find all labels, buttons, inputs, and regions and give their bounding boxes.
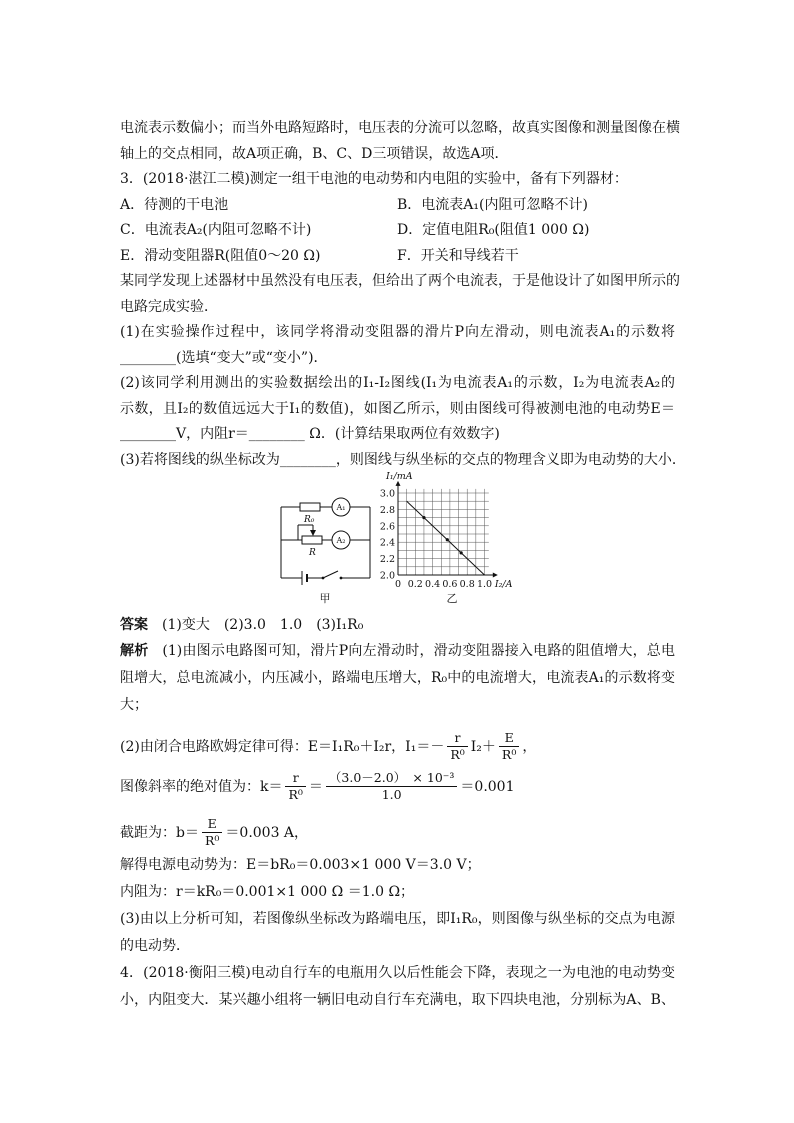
- x-axis-arrow-icon: [493, 573, 498, 578]
- text-line: 解得电源电动势为：E＝bR₀＝0.003×1 000 V＝3.0 V；: [120, 857, 481, 873]
- y-tick-label: 3.0: [379, 488, 395, 500]
- x-tick-label: 0.4: [425, 579, 441, 590]
- text-line: 某同学发现上述器材中虽然没有电压表，但给出了两个电流表，于是他设计了如图甲所示的: [120, 273, 680, 289]
- equation-text: 截距为：b＝: [120, 825, 199, 841]
- graph-caption: 乙: [446, 592, 458, 605]
- data-point: [422, 516, 425, 519]
- x-tick-label: 0.6: [442, 579, 458, 590]
- question-4-stem: 4．(2018·衡阳三模)电动自行车的电瓶用久以后性能会下降，表现之一为电池的电动势变: [120, 965, 675, 981]
- text-line: 大；: [120, 697, 148, 713]
- fraction-denominator: R⁰: [288, 786, 303, 802]
- switch-blade: [323, 571, 338, 578]
- y-tick-label: 2.8: [379, 504, 395, 516]
- option-c: C．电流表A₂(内阻可忽略不计): [120, 222, 312, 238]
- fraction: [499, 730, 519, 763]
- option-f: F．开关和导线若干: [397, 248, 519, 264]
- circuit-caption: 甲: [319, 592, 331, 605]
- text-line: ________V，内阻r＝________ Ω．(计算结果取两位有效数字): [120, 426, 500, 442]
- text-line: 内阻为：r＝kR₀＝0.001×1 000 Ω ＝1.0 Ω；: [120, 884, 415, 900]
- text-line: 的电动势．: [120, 938, 190, 954]
- fraction: [326, 770, 457, 803]
- equation-text: ＝0.003 A，: [225, 825, 309, 841]
- data-point: [460, 551, 463, 554]
- x-axis-label: I₂/A: [494, 579, 513, 590]
- question-3-part-3: (3)若将图线的纵坐标改为________，则图线与纵坐标的交点的物理含义即为电动势的大小．: [120, 452, 686, 468]
- resistor-r0-label: R₀: [304, 515, 315, 525]
- option-row: [120, 195, 675, 215]
- question-3-stem: 3．(2018·湛江二模)测定一组干电池的电动势和内电阻的实验中，备有下列器材：: [120, 171, 628, 187]
- fit-line: [407, 501, 485, 575]
- x-tick-label: 0.2: [407, 579, 423, 590]
- fraction-numerator: E: [499, 730, 519, 747]
- fraction-numerator: E: [202, 816, 222, 833]
- option-d: D．定值电阻R₀(阻值1 000 Ω): [397, 222, 590, 238]
- fraction: [285, 770, 305, 803]
- option-e: E．滑动变阻器R(阻值0～20 Ω): [120, 248, 321, 264]
- analysis-line: [120, 641, 675, 661]
- question-3-part-1: (1)在实验操作过程中，该同学将滑动变阻器的滑片P向左滑动，则电流表A₁的示数将: [120, 324, 675, 340]
- graph-i1-i2: [380, 471, 513, 590]
- fraction-numerator: r: [447, 730, 467, 747]
- answer-label: 答案: [120, 617, 148, 633]
- analysis-label: 解析: [120, 643, 149, 659]
- rheostat-r-label: R: [309, 548, 316, 558]
- option-a: A．待测的干电池: [120, 197, 229, 213]
- y-axis-label: I₁/mA: [386, 470, 413, 482]
- text-line: 轴上的交点相同，故A项正确，B、C、D三项错误，故选A项．: [120, 146, 509, 162]
- y-tick-label: 2.6: [379, 521, 395, 533]
- question-3-part-2: (2)该同学利用测出的实验数据绘出的I₁-I₂图线(I₁为电流表A₁的示数，I₂为电流表A₂的: [120, 375, 675, 391]
- x-tick-label: 0.8: [459, 579, 475, 590]
- figure: [270, 470, 530, 610]
- option-row: [120, 246, 675, 266]
- text-line: (3)由以上分析可知，若图像纵坐标改为路端电压，即I₁R₀，则图像与纵坐标的交点为电源: [120, 911, 675, 927]
- equation-text: I₂＋: [470, 739, 496, 755]
- fraction-numerator: （3.0－2.0） × 10⁻³: [326, 770, 457, 787]
- text-line: 示数，且I₂的数值远远大于I₁的数值)，如图乙所示，则由图线可得被测电池的电动势E＝: [120, 401, 675, 417]
- text-line: 电路完成实验．: [120, 299, 218, 315]
- y-tick-label: 2.0: [379, 570, 395, 582]
- fraction-denominator: 1.0: [381, 786, 402, 802]
- fraction-denominator: R⁰: [501, 746, 517, 762]
- x-tick-label: 0: [394, 579, 402, 590]
- equation-line: [120, 766, 515, 806]
- equation-text: (2)由闭合电路欧姆定律可得：E＝I₁R₀＋I₂r，I₁＝－: [120, 739, 445, 755]
- text-line: ________(选填“变大”或“变小”)．: [120, 350, 328, 366]
- y-tick-label: 2.4: [379, 537, 395, 549]
- resistor-r0: [300, 503, 320, 511]
- text-line: 小，内阻变大．某兴趣小组将一辆旧电动自行车充满电，取下四块电池，分别标为A、B、: [120, 992, 675, 1008]
- ammeter-a2-label: A₂: [336, 536, 346, 545]
- slider-arrow-icon: [310, 530, 316, 536]
- fraction-numerator: r: [285, 770, 305, 787]
- answer-line: [120, 615, 675, 635]
- equation-text: ，: [522, 739, 537, 755]
- fraction-denominator: R⁰: [204, 832, 220, 848]
- fraction: [202, 816, 222, 849]
- equation-line: [120, 726, 536, 766]
- option-row: [120, 220, 675, 240]
- option-b: B．电流表A₁(内阻可忽略不计): [397, 197, 588, 213]
- analysis-text: (1)由图示电路图可知，滑片P向左滑动时，滑动变阻器接入电路的阻值增大，总电: [162, 643, 676, 659]
- equation-line: [120, 812, 308, 852]
- equation-text: 图像斜率的绝对值为：k＝: [120, 779, 283, 795]
- ammeter-a1-label: A₁: [336, 503, 346, 512]
- fraction-denominator: R⁰: [450, 746, 465, 762]
- fraction: [447, 730, 467, 763]
- equation-text: ＝: [308, 779, 323, 795]
- text-line: 阻增大，总电流减小，内压减小，路端电压增大，R₀中的电流增大，电流表A₁的示数将变: [120, 670, 675, 686]
- equation-text: ＝0.001: [460, 779, 515, 795]
- rheostat-r: [302, 536, 322, 544]
- text-line: 电流表示数偏小；而当外电路短路时，电压表的分流可以忽略，故真实图像和测量图像在横: [120, 120, 680, 136]
- answer-text: (1)变大 (2)3.0 1.0 (3)I₁R₀: [162, 617, 364, 633]
- y-tick-label: 2.2: [379, 554, 395, 566]
- data-point: [446, 538, 449, 541]
- circuit-diagram: [281, 498, 370, 605]
- x-tick-label: 1.0: [476, 579, 493, 590]
